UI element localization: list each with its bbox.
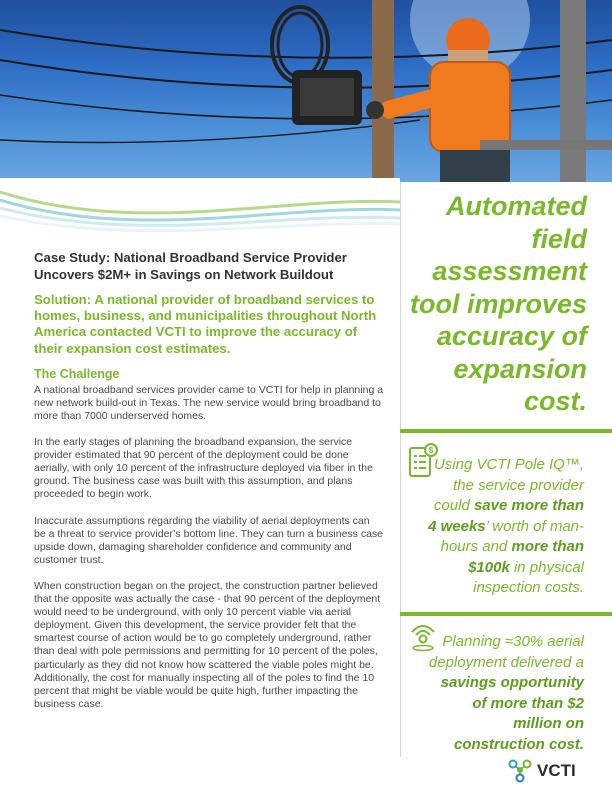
stat1-text-b: ’ worth of man-hours and xyxy=(440,517,584,555)
body-paragraph: Inaccurate assumptions regarding the viability of aerial deployments can be a threat to service provider’s bottom line. They can turn a business case upside down, damaging shareholder confidence and community and customer trust. xyxy=(34,514,384,566)
stat1-bold-a: save more than 4 weeks xyxy=(428,497,584,535)
stat-weeks-savings xyxy=(424,455,584,599)
stat-construction-savings xyxy=(426,632,584,755)
solution-label: Solution: xyxy=(34,292,92,307)
case-study-heading: National Broadband Service Provider Uncovers $2M+ in Savings on Network Buildout xyxy=(34,250,347,282)
stat1-text-a: Using VCTI Pole IQ™, the service provider could xyxy=(433,456,584,514)
body-paragraph: When construction began on the project, the construction partner believed that the opposite was actually the case - that 90 percent of the deployment would need to be underground, with only 10 percent viable via aerial deployment. Given this development, the service provider felt that the smartest course of action would be to go completely underground, rather than deal with pole permissions and permitting for 10 percent of the poles, particularly as they did not know how scattered the viable poles might be. Additionally, the cost for manually inspecting all of the poles to find the 10 percent that might be viable would be quite high, further impacting the business case. xyxy=(34,579,381,710)
body-paragraph: In the early stages of planning the broadband expansion, the service provider estimated that 90 percent of the deployment could be done aerially, with only 10 percent of the infrastructure deployed via fiber in the ground. The business case was built with this assumption, and plans proceeded to begin work. xyxy=(34,436,373,501)
stat2-bold-a: savings opportunity of more than $2 million on construction cost. xyxy=(440,674,584,753)
article-column xyxy=(34,250,384,711)
green-rule-top xyxy=(400,429,612,433)
green-rule-middle xyxy=(400,612,612,616)
case-study-label: Case Study: xyxy=(34,250,111,265)
stat2-text-a: Planning ≈30% aerial deployment delivered a xyxy=(428,633,584,671)
solution-text: A national provider of broadband services to homes, business, and municipalities throughout North America contacted VCTI to improve the accuracy of their expansion cost estimates. xyxy=(34,292,377,356)
case-study-title xyxy=(34,250,384,283)
vcti-logo-text: VCTI xyxy=(537,761,576,780)
hero-photo xyxy=(0,0,612,182)
svg-text:$: $ xyxy=(428,446,434,455)
vcti-logo-icon xyxy=(507,757,533,783)
column-divider xyxy=(400,182,401,757)
body-paragraph: A national broadband services provider came to VCTI for help in planning a new network build-out in Texas. The new service would bring broadband to more than 7000 underserved homes. xyxy=(34,383,384,422)
stat1-text-c: in physical inspection costs. xyxy=(473,558,584,596)
stat1-bold-b: more than $100k xyxy=(468,538,584,576)
lineman-on-pole-illustration xyxy=(0,0,612,182)
pull-quote-headline: Automated field assessment tool improves accuracy of expansion cost. xyxy=(409,191,587,416)
challenge-heading: The Challenge xyxy=(34,366,120,381)
solution-statement xyxy=(34,292,384,357)
